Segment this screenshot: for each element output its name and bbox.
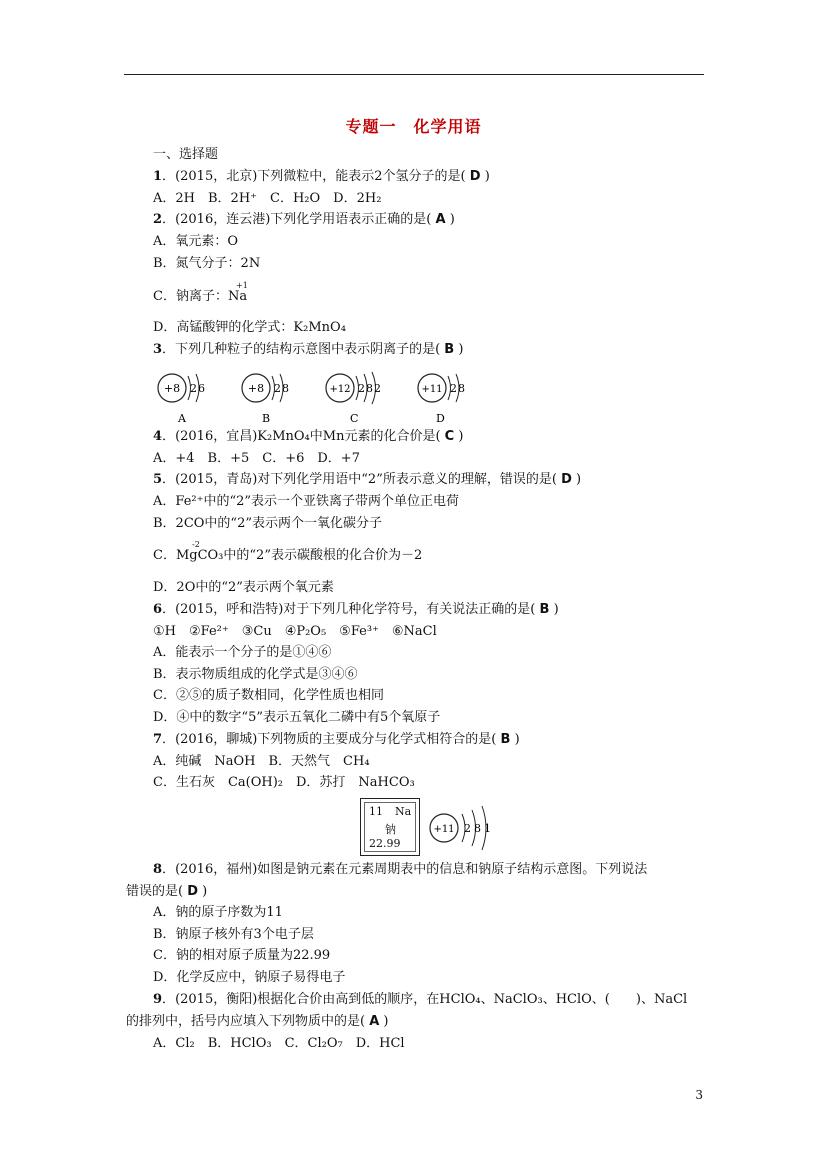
q7-option-ab: A．纯碱 NaOH B．天然气 CH₄ bbox=[153, 754, 370, 769]
q6-symbols: ①H ②Fe²⁺ ③Cu ④P₂O₅ ⑤Fe³⁺ ⑥NaCl bbox=[153, 624, 437, 639]
sodium-number: 11 bbox=[369, 805, 383, 818]
svg-text:+11: +11 bbox=[433, 824, 455, 835]
q9-stem-line2: 的排列中，括号内应填入下列物质中的是( A ) bbox=[126, 1014, 389, 1029]
q9-options: A．Cl₂ B．HClO₃ C．Cl₂O₇ D．HCl bbox=[153, 1036, 405, 1051]
svg-text:2: 2 bbox=[190, 382, 197, 395]
q2-option-a: A．氧元素：O bbox=[153, 234, 239, 249]
diagram-d bbox=[418, 374, 465, 425]
q6-stem: 6．(2015，呼和浩特)对于下列几种化学符号，有关说法正确的是( B ) bbox=[153, 602, 559, 617]
q7-option-cd: C．生石灰 Ca(OH)₂ D．苏打 NaHCO₃ bbox=[153, 775, 415, 790]
svg-text:1: 1 bbox=[484, 822, 491, 835]
sodium-periodic-card bbox=[360, 798, 420, 856]
svg-text:2: 2 bbox=[464, 822, 471, 835]
diagram-a bbox=[158, 374, 205, 425]
q2-option-d: D．高锰酸钾的化学式：K₂MnO₄ bbox=[153, 320, 346, 335]
svg-text:6: 6 bbox=[198, 382, 205, 395]
q7-stem: 7．(2016，聊城)下列物质的主要成分与化学式相符合的是( B ) bbox=[153, 732, 520, 747]
q1-options: A．2H B．2H⁺ C．H₂O D．2H₂ bbox=[153, 191, 382, 206]
svg-text:8: 8 bbox=[458, 382, 465, 395]
svg-text:2: 2 bbox=[450, 382, 457, 395]
q4-options: A．+4 B．+5 C．+6 D．+7 bbox=[153, 451, 360, 466]
q5-stem: 5．(2015，青岛)对下列化学用语中“2”所表示意义的理解，错误的是( D ) bbox=[153, 472, 582, 487]
q8-stem-line2: 错误的是( D ) bbox=[126, 884, 208, 899]
q4-stem: 4．(2016，宜昌)K₂MnO₄中Mn元素的化合价是( C ) bbox=[153, 429, 464, 444]
diagram-b bbox=[242, 374, 289, 425]
sodium-symbol: Na bbox=[395, 805, 412, 818]
page-number: 3 bbox=[695, 1088, 703, 1102]
q2-stem: 2．(2016，连云港)下列化学用语表示正确的是( A ) bbox=[153, 212, 455, 227]
svg-text:8: 8 bbox=[474, 822, 481, 835]
q8-option-b: B．钠原子核外有3个电子层 bbox=[153, 927, 314, 942]
q2-option-c: C．钠离子：Na bbox=[153, 289, 248, 304]
q8-stem-line1: 8．(2016，福州)如图是钠元素在元素周期表中的信息和钠原子结构示意图。下列说法 bbox=[153, 862, 648, 877]
svg-text:2: 2 bbox=[374, 382, 381, 395]
q6-option-c: C．②⑤的质子数相同，化学性质也相同 bbox=[153, 688, 384, 703]
svg-text:8: 8 bbox=[366, 382, 373, 395]
svg-text:B: B bbox=[262, 412, 271, 425]
q8-option-a: A．钠的原子序数为11 bbox=[153, 905, 283, 920]
svg-text:+12: +12 bbox=[329, 384, 351, 395]
diagram-c bbox=[326, 372, 381, 425]
q5-option-a: A．Fe²⁺中的“2”表示一个亚铁离子带两个单位正电荷 bbox=[153, 494, 460, 509]
q8-option-d: D．化学反应中，钠原子易得电子 bbox=[153, 970, 346, 985]
q6-option-a: A．能表示一个分子的是①④⑥ bbox=[153, 645, 332, 660]
q6-option-d: D．④中的数字“5”表示五氧化二磷中有5个氧原子 bbox=[153, 710, 441, 725]
svg-text:+8: +8 bbox=[247, 382, 265, 395]
svg-text:D: D bbox=[436, 412, 445, 425]
q5-option-c: C．MgCO₃中的“2”表示碳酸根的化合价为－2 bbox=[153, 548, 423, 563]
svg-text:C: C bbox=[350, 412, 359, 425]
atomic-structure-diagrams bbox=[150, 370, 490, 426]
svg-text:+11: +11 bbox=[421, 384, 443, 395]
q3-stem: 3．下列几种粒子的结构示意图中表示阴离子的是( B ) bbox=[153, 342, 464, 357]
sodium-mass: 22.99 bbox=[369, 837, 401, 850]
section-heading: 一、选择题 bbox=[153, 147, 219, 162]
q2-charge-sup: +1 bbox=[236, 281, 248, 290]
page-title: 专题一 化学用语 bbox=[345, 117, 482, 136]
svg-text:A: A bbox=[178, 412, 186, 425]
q5-valence-sup: -2 bbox=[192, 540, 200, 549]
q5-option-d: D．2O中的“2”表示两个氧元素 bbox=[153, 580, 334, 595]
q6-option-b: B．表示物质组成的化学式是③④⑥ bbox=[153, 667, 358, 682]
q2-option-b: B．氮气分子：2N bbox=[153, 256, 261, 271]
sodium-name: 钠 bbox=[385, 823, 396, 836]
q1-stem: 1．(2015，北京)下列微粒中，能表示2个氢分子的是( D ) bbox=[153, 169, 490, 184]
header-rule bbox=[124, 74, 704, 75]
sodium-atom-structure bbox=[424, 800, 504, 856]
svg-text:+8: +8 bbox=[163, 382, 181, 395]
svg-text:8: 8 bbox=[282, 382, 289, 395]
q9-stem-line1: 9．(2015，衡阳)根据化合价由高到低的顺序，在HClO₄、NaClO₃、HClO、( )、NaCl bbox=[153, 992, 688, 1007]
svg-text:2: 2 bbox=[274, 382, 281, 395]
q5-option-b: B．2CO中的“2”表示两个一氧化碳分子 bbox=[153, 516, 382, 531]
q8-option-c: C．钠的相对原子质量为22.99 bbox=[153, 948, 331, 963]
svg-text:2: 2 bbox=[358, 382, 365, 395]
